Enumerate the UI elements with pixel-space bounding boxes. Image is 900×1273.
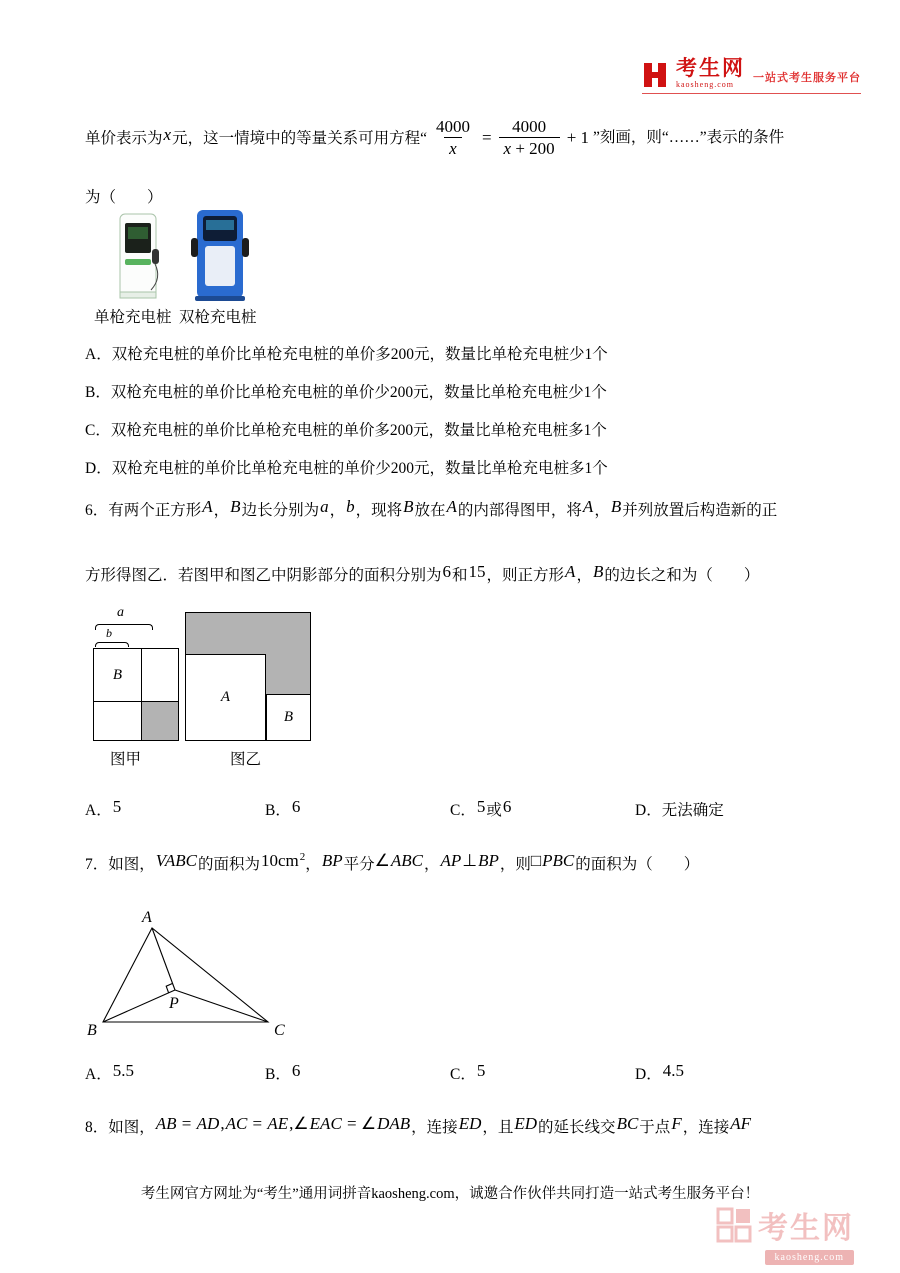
triangle-lines xyxy=(103,928,268,1022)
q5-options xyxy=(85,344,825,496)
double-gun-charger-image xyxy=(185,208,255,303)
yi-square-B: B xyxy=(266,694,310,740)
label-a: a xyxy=(117,605,124,620)
figure-jia xyxy=(93,605,183,748)
q5-option-c: C．双枪充电桩的单价比单枪充电桩的单价多200元，数量比单枪充电桩多1个 xyxy=(85,422,607,439)
fraction-1 xyxy=(431,117,475,158)
fraction-2-numerator: 4000 xyxy=(512,117,547,137)
fraction-1-denominator: x xyxy=(444,137,462,159)
jia-shaded-region xyxy=(142,702,178,740)
label-b: b xyxy=(106,626,112,640)
single-gun-charger-image xyxy=(105,211,175,303)
logo-title: 考生网 xyxy=(676,56,745,80)
watermark xyxy=(716,1203,854,1265)
q5-line1-pre: 单价表示为x元，这一情境中的等量关系可用方程“ xyxy=(85,124,427,147)
vertex-B-label: B xyxy=(87,1022,97,1039)
q6-option-d: D．无法确定 xyxy=(635,802,724,819)
q5-option-a: A．双枪充电桩的单价比单枪充电桩的单价多200元，数量比单枪充电桩少1个 xyxy=(85,346,608,363)
q7-option-c: C．5 xyxy=(450,1061,486,1083)
fraction-2 xyxy=(499,117,560,158)
q8-line: 8．如图，AB = AD,AC = AE,∠EAC = ∠DAB，连接ED，且ED的延长线交BC于点F，连接AF xyxy=(85,1114,751,1136)
fraction-1-numerator: 4000 xyxy=(435,117,470,137)
q6-option-b: B．6 xyxy=(265,797,301,819)
q5-line2: 为（ ） xyxy=(85,189,163,206)
q6-line1: 6．有两个正方形A，B边长分别为a，b，现将B放在A的内部得图甲，将A，B并列放置后构造新的正 xyxy=(85,497,778,519)
q7-line: 7．如图，VABC的面积为$10cm^2$，BP平分∠ABC，AP⊥BP，则□PBC的面积为（ ） xyxy=(85,851,700,873)
caption-yi: 图乙 xyxy=(230,751,262,768)
kaosheng-logo-icon xyxy=(642,61,668,89)
q6-line2: 方形得图乙．若图甲和图乙中阴影部分的面积分别为6和15，则正方形A，B的边长之和为（ ） xyxy=(85,562,760,584)
site-logo xyxy=(642,58,861,94)
logo-tagline: 一站式考生服务平台 xyxy=(753,72,861,84)
den-rest: + 200 xyxy=(511,139,555,158)
q5-equation xyxy=(427,117,593,158)
page-footer: 考生网官方网址为“考生”通用词拼音kaosheng.com，诚邀合作伙伴共同打造一站式考生服务平台！ xyxy=(140,1186,760,1202)
watermark-title: 考生网 xyxy=(758,1212,854,1245)
logo-name-block xyxy=(676,58,745,89)
yi-square-A: A xyxy=(186,654,266,740)
brace-a xyxy=(95,624,153,630)
triangle-figure xyxy=(85,903,310,1051)
logo-domain: kaosheng.com xyxy=(676,80,734,89)
q5-line1 xyxy=(85,112,825,164)
single-gun-caption: 单枪充电桩 xyxy=(94,309,172,326)
q5-line1-post: ”刻画，则“……”表示的条件 xyxy=(593,129,785,146)
jia-square xyxy=(93,648,179,741)
q5-option-d: D．双枪充电桩的单价比单枪充电桩的单价少200元，数量比单枪充电桩多1个 xyxy=(85,460,608,477)
q6-option-a: A．5 xyxy=(85,797,122,819)
watermark-grid-icon xyxy=(716,1207,752,1243)
caption-jia: 图甲 xyxy=(110,751,142,768)
q7-option-a: A．5.5 xyxy=(85,1061,134,1083)
watermark-domain: kaosheng.com xyxy=(765,1250,855,1265)
fraction-2-denominator xyxy=(499,137,560,159)
brace-b xyxy=(95,642,129,647)
q5-option-b: B．双枪充电桩的单价比单枪充电桩的单价少200元，数量比单枪充电桩少1个 xyxy=(85,384,607,401)
den-variable: x xyxy=(503,139,512,158)
double-gun-caption: 双枪充电桩 xyxy=(179,309,257,326)
vertex-C-label: C xyxy=(274,1022,285,1039)
figure-yi xyxy=(185,612,311,741)
q7-option-b: B．6 xyxy=(265,1061,301,1083)
q6-option-c: C．5或6 xyxy=(450,797,512,819)
jia-square-B-label: B xyxy=(112,666,123,683)
vertex-A-label: A xyxy=(142,909,152,926)
equals-sign: = xyxy=(481,128,492,147)
point-P-label: P xyxy=(169,995,179,1012)
plus-one-term: + 1 xyxy=(566,128,590,147)
q7-option-d: D．4.5 xyxy=(635,1061,684,1083)
